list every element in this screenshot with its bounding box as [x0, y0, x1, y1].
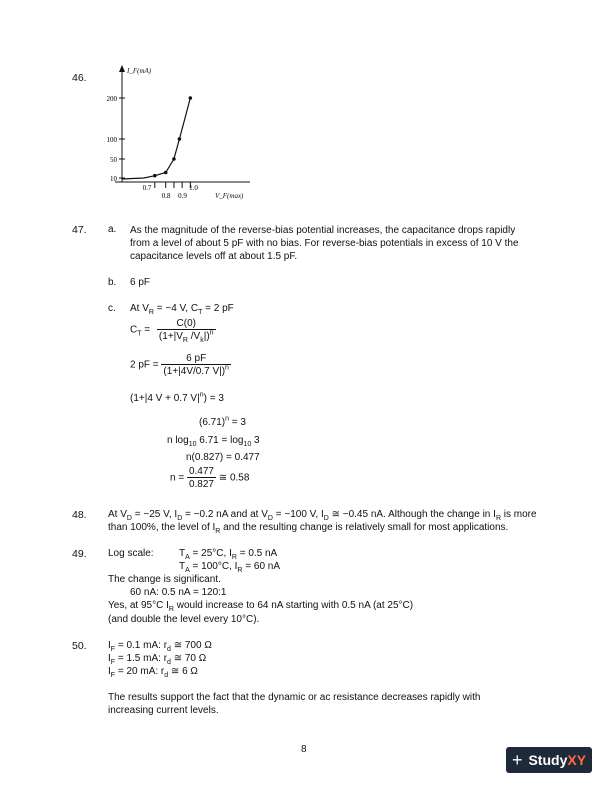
p49-line4: 60 nA: 0.5 nA = 120:1 [130, 587, 227, 598]
eq-step4: $(6.71)^n = 3$ [199, 415, 246, 428]
data-point [189, 96, 193, 100]
eq-step5: n $\log_{10} 6.71 = \log_{10} 3$ [167, 435, 260, 448]
p47-a-text: As the magnitude of the reverse-bias potential increases, the capacitance drops rapidly from a level of about 5 pF with no bias. For reverse-bias potentials in excess of 10 V the capacitance levels off at about 1.5 pF. [130, 225, 519, 262]
y-tick-label: 200 [106, 95, 117, 103]
x-axis-label: V_F(max) [215, 192, 244, 200]
p47-c-label: c. [108, 303, 116, 314]
y-axis-label: I_F(mA) [127, 67, 152, 75]
eq-step7: n = $\frac{0.477}{0.827}$ ≅ 0.58 [170, 466, 250, 490]
p49-line3: The change is significant. [108, 574, 221, 585]
p50-row2: $I_F = 1.5$ mA: $r_d$ ≅ 70 Ω [108, 653, 207, 666]
p50-line4: The results support the fact that the dynamic or ac resistance decreases rapidly with [108, 692, 481, 703]
data-point [172, 157, 176, 161]
problem-46-number: 46. [72, 72, 87, 84]
p50-row3: $I_F = 20$ mA: $r_d$ ≅ 6 Ω [108, 666, 198, 679]
p48-line1: At $V_D = -25$ V, $I_D = -0.2$ nA and at $V_D = -100$ V, $I_D$ ≅ −0.45 nA. Although the change in $I_R$ is more [108, 509, 537, 522]
p47-c-given: At $V_R = -4$ V, $C_T = 2$ pF [130, 303, 234, 316]
x-tick-label: 1.0 [189, 184, 198, 192]
eq-step6: n(0.827) = 0.477 [186, 452, 260, 463]
p50-line5: increasing current levels. [108, 705, 219, 716]
p47-a-label: a. [108, 224, 117, 235]
eq-step3: (1+|4 V + 0.7 $V|^n) = 3$ [130, 391, 224, 404]
y-tick-label: 50 [110, 156, 117, 164]
x-tick-label: 0.9 [178, 192, 187, 200]
p49-row1: $T_A = 25^\circ C$, $I_R = 0.5$ nA [179, 548, 278, 561]
brand-name: StudyXY [528, 752, 587, 768]
problem-50-number: 50. [72, 640, 87, 652]
studyxy-badge[interactable] [506, 747, 592, 773]
problem-47-number: 47. [72, 224, 87, 236]
page-number: 8 [301, 744, 307, 755]
p49-log-scale-label: Log scale: [108, 548, 154, 559]
x-tick-label: 0.7 [142, 184, 152, 192]
forward-characteristic-chart [95, 60, 275, 210]
y-tick-label: 100 [106, 136, 117, 144]
eq-ct-formula: $C_T$ = $\frac{C(0)}{(1+|V_R /V_k|)^n}$ [130, 318, 214, 344]
p50-row1: $I_F = 0.1$ mA: $r_d$ ≅ 700 Ω [108, 640, 212, 653]
y-axis-arrow [119, 65, 125, 72]
p49-line5: Yes, at 95°C $I_R$ would increase to 64 nA starting with 0.5 nA (at 25°C) [108, 600, 414, 613]
data-point [164, 171, 168, 175]
x-tick-label: 0.8 [161, 192, 171, 200]
eq-2pf: 2 pF = $\frac{6 pF}{(1+|4V/0.7 V|)^n}$ [130, 353, 229, 377]
data-point [178, 137, 182, 141]
p47-b-label: b. [108, 277, 117, 288]
p48-line2: than 100%, the level of $I_R$ and the resulting change is relatively small for most applications. [108, 522, 509, 535]
plus-icon: + [511, 749, 523, 770]
p49-row2: $T_A = 100^\circ C$, $I_R = 60$ nA [179, 561, 281, 574]
y-tick-label: 10 [110, 175, 117, 183]
p47-b-text: 6 pF [130, 277, 151, 288]
p49-line6: (and double the level every 10°C). [108, 614, 260, 625]
data-point [153, 174, 157, 178]
problem-48-number: 48. [72, 509, 87, 521]
problem-49-number: 49. [72, 548, 87, 560]
